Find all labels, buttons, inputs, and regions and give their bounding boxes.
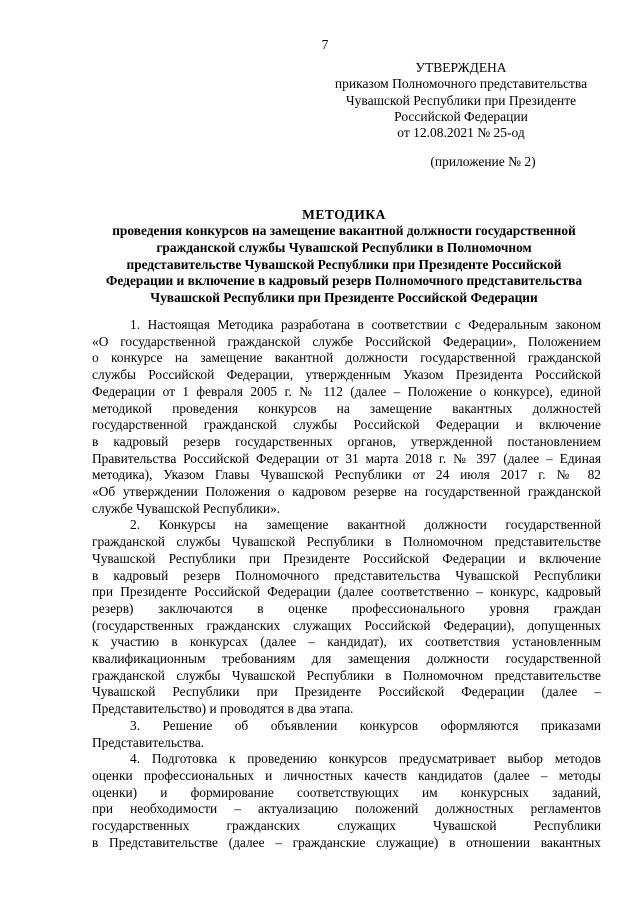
paragraph-line: методикой проведения конкурсов на замещение вакантных должностей (92, 400, 601, 416)
paragraph-2 (92, 517, 601, 717)
paragraph-line: 1. Настоящая Методика разработана в соответствии с Федеральным законом (130, 317, 601, 332)
paragraph-line: Чувашской Республики при Президенте Российской Федерации (далее – (92, 684, 601, 700)
subtitle-line: проведения конкурсов на замещение вакантной должности государственной (112, 223, 576, 238)
paragraph-line: резерв) заключаются в оценке профессионального уровня граждан (92, 600, 601, 616)
approval-line: приказом Полномочного представительства (334, 76, 588, 92)
paragraph-line: «Об утверждении Положения о кадровом резерве на государственной гражданской (92, 484, 601, 500)
paragraph-line: службы Российской Федерации, утвержденным Указом Президента Российской (92, 367, 601, 383)
paragraph-line: Чувашской Республики при Президенте Российской Федерации и включение (92, 550, 601, 566)
document-body (92, 317, 601, 852)
subtitle-line: гражданской службы Чувашской Республики в Полномочном (156, 239, 532, 255)
paragraph-line: к участию в конкурсах (далее – кандидат), их соответствия установленным (92, 634, 601, 650)
paragraph-line: 2. Конкурсы на замещение вакантной должности государственной (130, 517, 601, 533)
paragraph-line: государственной гражданской службы Российской Федерации и включение (92, 417, 601, 433)
paragraph-1 (92, 317, 601, 517)
document-title: МЕТОДИКА (302, 207, 386, 222)
paragraph-line: Федерации от 1 февраля 2005 г. № 112 (далее – Положение о конкурсе), единой (92, 383, 601, 399)
paragraph-line: методика), Указом Главы Чувашской Республики от 24 июля 2017 г. № 82 (92, 467, 601, 483)
paragraph-line: 3. Решение об объявлении конкурсов оформляются приказами (130, 717, 601, 733)
paragraph-line: в кадровый резерв государственных органов, утвержденной постановлением (92, 433, 601, 449)
paragraph-line: оценки) и формирование соответствующих им конкурсных заданий, (92, 784, 601, 800)
approval-stamp (316, 60, 606, 141)
approval-line: Российской Федерации (394, 108, 528, 124)
paragraph-line: в Представительстве (далее – гражданские служащие) в отношении вакантных (92, 834, 601, 850)
paragraph-line: квалификационным требованиям для замещения должности государственной (92, 651, 601, 667)
paragraph-line: гражданской службы Чувашской Республики в Полномочном представительстве (92, 534, 601, 550)
approval-line: от 12.08.2021 № 25-од (397, 125, 525, 141)
paragraph-line: Представительства. (92, 734, 205, 750)
paragraph-line: Представительство) и проводятся в два этапа. (92, 701, 354, 717)
paragraph-line: 4. Подготовка к проведению конкурсов предусматривает выбор методов (130, 751, 601, 767)
page-number: 7 (321, 37, 329, 52)
appendix-label: (приложение № 2) (430, 154, 536, 169)
subtitle-line: представительстве Чувашской Республики при Президенте Российской (126, 256, 562, 272)
paragraph-4 (92, 751, 601, 851)
paragraph-line: о конкурсе на замещение вакантной должности государственной гражданской (92, 350, 601, 366)
paragraph-line: в кадровый резерв Полномочного представительства Чувашской Республики (92, 567, 601, 583)
paragraph-line: службе Чувашской Республики». (92, 500, 281, 516)
paragraph-line: оценки профессиональных и личностных качеств кандидатов (далее – методы (92, 767, 601, 783)
document-subtitle (84, 223, 604, 307)
approval-line: УТВЕРЖДЕНА (415, 60, 507, 75)
subtitle-line: Федерации и включение в кадровый резерв Полномочного представительства (105, 273, 583, 289)
paragraph-3 (92, 718, 601, 751)
paragraph-line: (государственных гражданских служащих Российской Федерации), допущенных (92, 617, 601, 633)
paragraph-line: при Президенте Российской Федерации (далее соответственно – конкурс, кадровый (92, 584, 601, 600)
paragraph-line: государственных гражданских служащих Чувашской Республики (92, 818, 601, 834)
paragraph-line: при необходимости – актуализацию положений должностных регламентов (92, 801, 601, 817)
subtitle-line: Чувашской Республики при Президенте Российской Федерации (150, 290, 538, 306)
paragraph-line: гражданской службы Чувашской Республики в Полномочном представительстве (92, 667, 601, 683)
approval-line: Чувашской Республики при Президенте (345, 92, 577, 108)
paragraph-line: Правительства Российской Федерации от 31 марта 2018 г. № 397 (далее – Единая (92, 450, 601, 466)
paragraph-line: «О государственной гражданской службе Российской Федерации», Положением (92, 333, 601, 349)
